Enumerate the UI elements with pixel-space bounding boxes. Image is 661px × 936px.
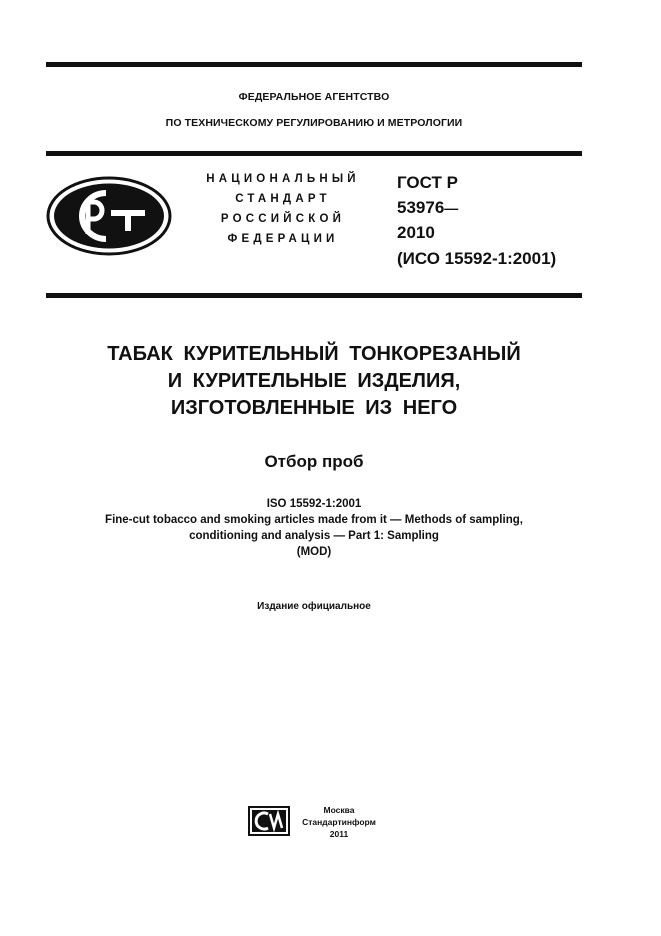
- document-subtitle: Отбор проб: [264, 452, 364, 471]
- national-standard-line-4: ФЕДЕРАЦИИ: [227, 233, 339, 245]
- publisher-name: Стандартинформ: [302, 817, 376, 827]
- iso-title-line-1: Fine-cut tobacco and smoking articles made from it — Methods of sampling,: [105, 514, 523, 526]
- header-divider-rule: [46, 151, 582, 156]
- iso-code: ISO 15592-1:2001: [266, 498, 362, 510]
- gost-iso-equivalent: (ИСО 15592-1:2001): [397, 249, 557, 268]
- official-edition-label: Издание официальное: [257, 601, 371, 612]
- agency-line-1: ФЕДЕРАЛЬНОЕ АГЕНТСТВО: [238, 91, 390, 103]
- gost-designation-title: ГОСТ Р: [397, 173, 458, 192]
- publisher-city: Москва: [323, 805, 355, 815]
- standard-block-divider-rule: [46, 293, 582, 298]
- rst-gost-logo-icon: [46, 176, 172, 256]
- document-title-line-1: ТАБАК КУРИТЕЛЬНЫЙ ТОНКОРЕЗАНЫЙ: [107, 343, 521, 365]
- agency-line-2: ПО ТЕХНИЧЕСКОМУ РЕГУЛИРОВАНИЮ И МЕТРОЛОГИИ: [165, 117, 463, 129]
- publisher-block: [292, 804, 386, 840]
- national-standard-line-1: НАЦИОНАЛЬНЫЙ: [206, 173, 360, 185]
- publisher-year: 2011: [329, 829, 349, 839]
- gost-dash: —: [444, 200, 459, 216]
- iso-mod-marker: (MOD): [296, 546, 332, 558]
- standartinform-logo-icon: [248, 806, 290, 836]
- document-title-line-3: ИЗГОТОВЛЕННЫЕ ИЗ НЕГО: [170, 397, 458, 419]
- gost-number: 53976: [397, 198, 445, 217]
- iso-title-line-2: conditioning and analysis — Part 1: Sampling: [189, 530, 439, 542]
- national-standard-line-3: РОССИЙСКОЙ: [220, 213, 346, 225]
- top-rule: [46, 62, 582, 67]
- national-standard-line-2: СТАНДАРТ: [235, 193, 331, 205]
- document-title-line-2: И КУРИТЕЛЬНЫЕ ИЗДЕЛИЯ,: [167, 370, 461, 392]
- gost-designation-number-line: [397, 197, 597, 219]
- gost-year: 2010: [397, 223, 435, 242]
